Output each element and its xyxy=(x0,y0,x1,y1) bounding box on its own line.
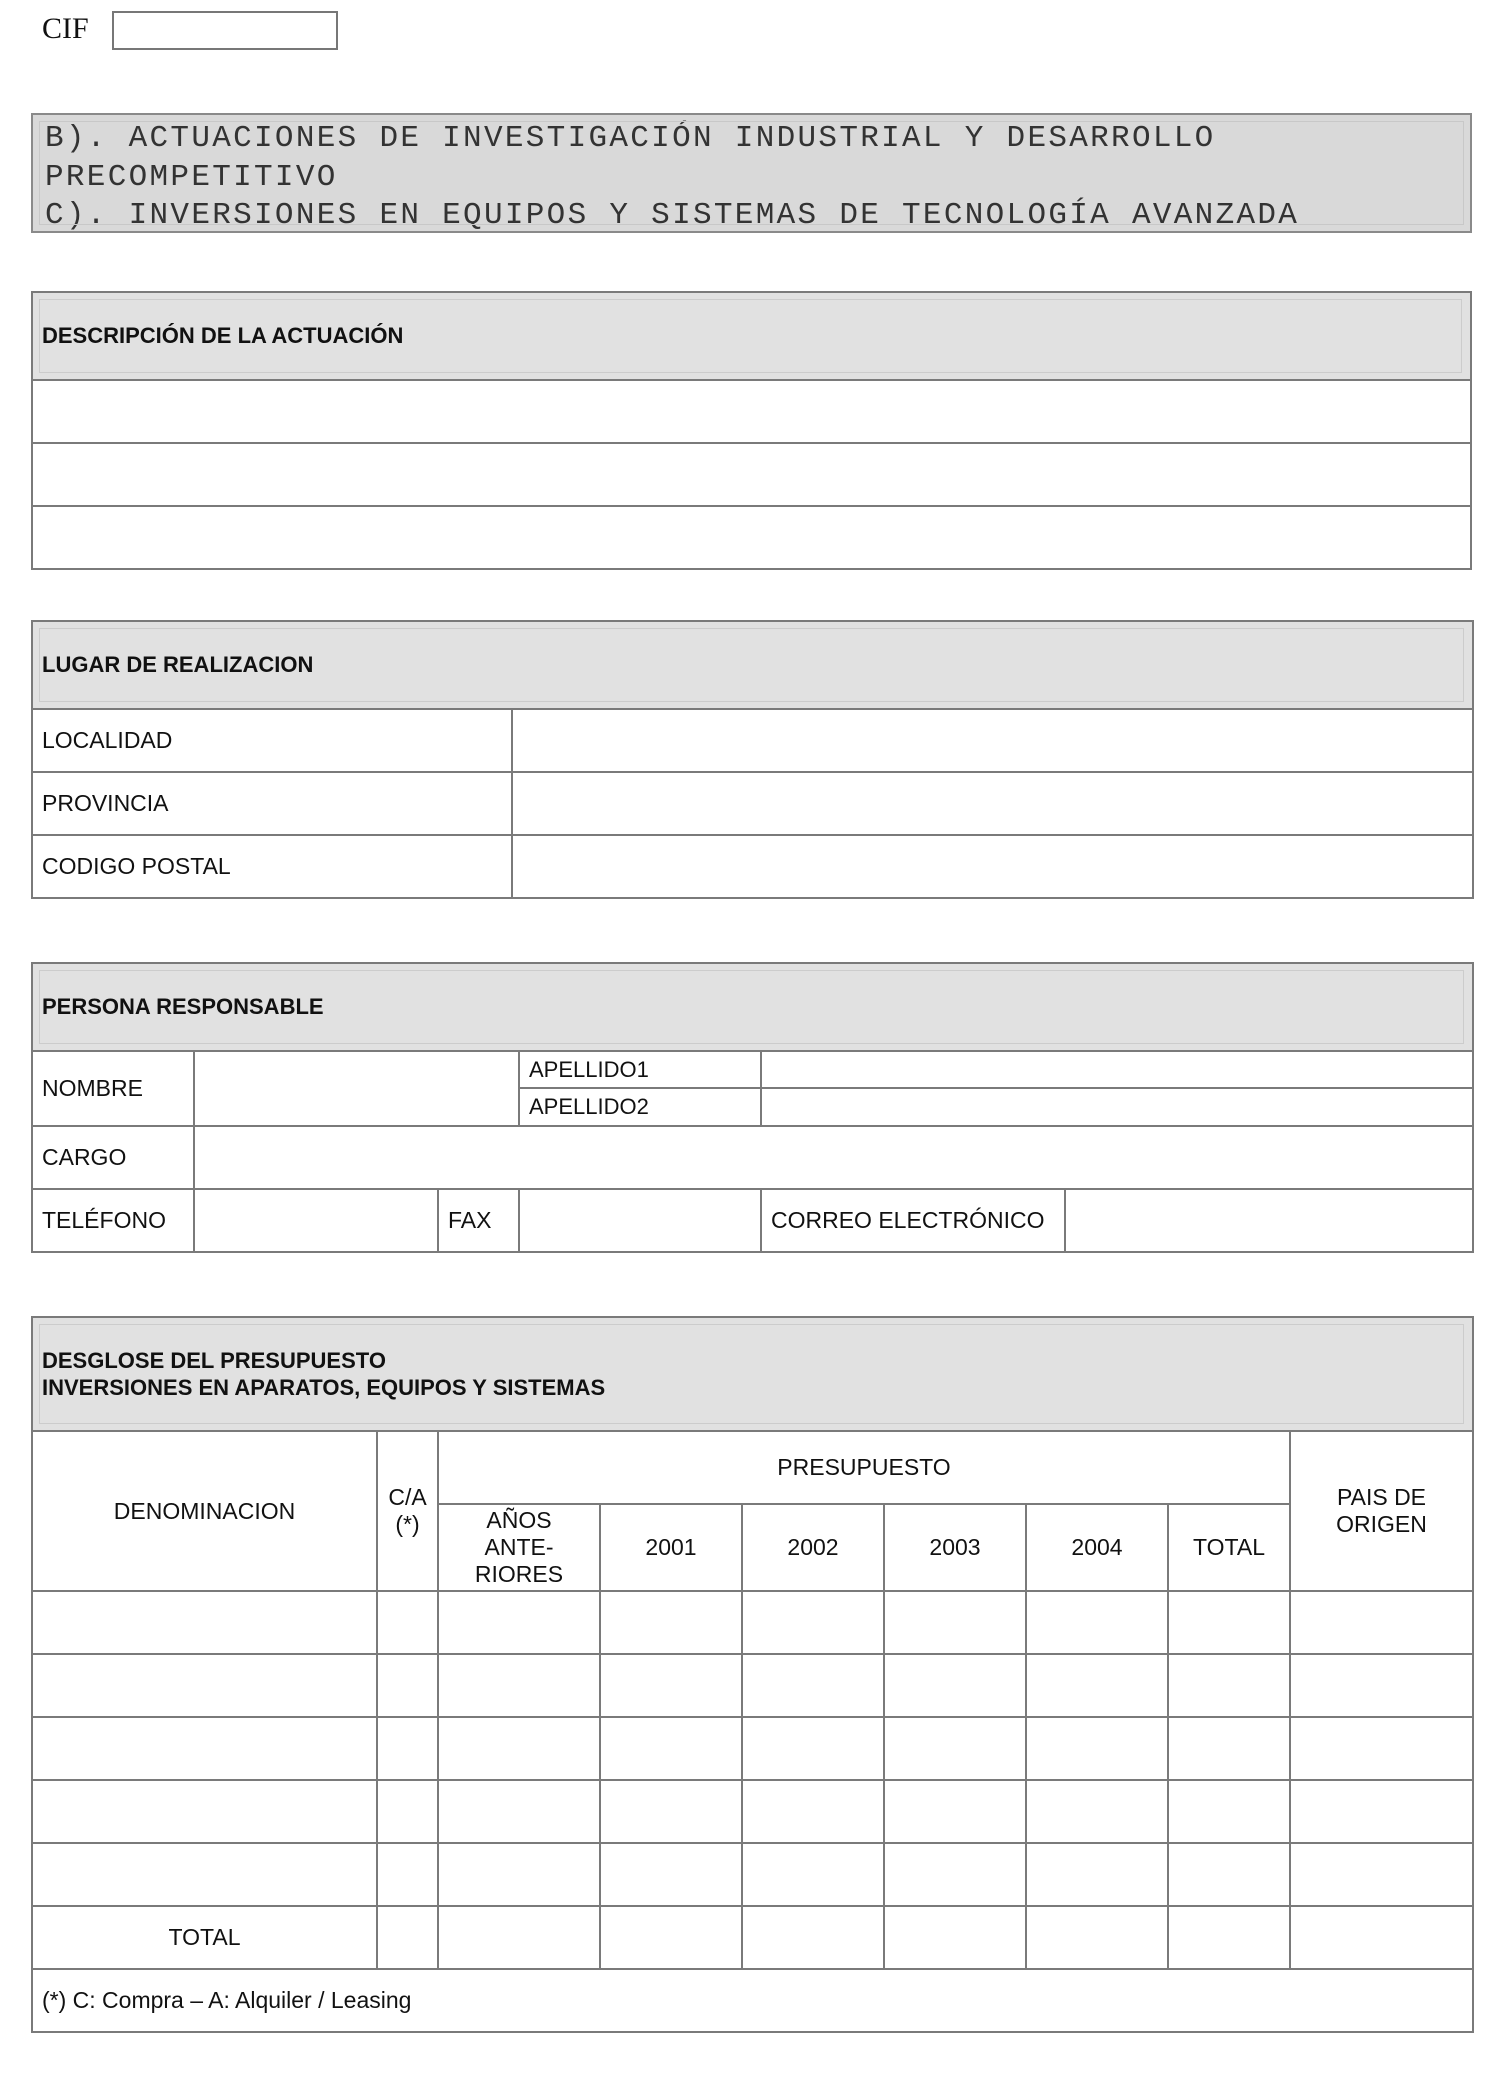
nombre-label: NOMBRE xyxy=(32,1051,194,1126)
budget-cell[interactable] xyxy=(1290,1717,1473,1780)
budget-cell[interactable] xyxy=(600,1591,742,1654)
col-2003: 2003 xyxy=(884,1504,1026,1591)
col-ca: C/A (*) xyxy=(377,1431,438,1591)
budget-cell[interactable] xyxy=(377,1717,438,1780)
col-denominacion: DENOMINACION xyxy=(32,1431,377,1591)
localidad-label: LOCALIDAD xyxy=(32,709,512,772)
title-line-b: B). ACTUACIONES DE INVESTIGACIÓN INDUSTRIAL Y DESARROLLO xyxy=(45,121,1216,156)
descripcion-table xyxy=(31,291,1472,570)
budget-cell[interactable] xyxy=(32,1843,377,1906)
budget-cell[interactable] xyxy=(1168,1717,1290,1780)
budget-cell[interactable] xyxy=(1026,1654,1168,1717)
cif-label: CIF xyxy=(42,12,89,45)
budget-cell[interactable] xyxy=(1290,1591,1473,1654)
budget-cell[interactable] xyxy=(32,1717,377,1780)
descripcion-line-3[interactable] xyxy=(32,506,1471,569)
descripcion-line-1[interactable] xyxy=(32,380,1471,443)
persona-header: PERSONA RESPONSABLE xyxy=(32,963,1473,1051)
col-2004: 2004 xyxy=(1026,1504,1168,1591)
persona-table xyxy=(31,962,1474,1253)
title-line-b-cont: PRECOMPETITIVO xyxy=(45,159,338,195)
apellido1-label: APELLIDO1 xyxy=(519,1051,761,1088)
presupuesto-header xyxy=(32,1317,1473,1431)
total-2003[interactable] xyxy=(884,1906,1026,1969)
col-presupuesto: PRESUPUESTO xyxy=(438,1431,1290,1504)
budget-rows xyxy=(32,1591,1473,1906)
provincia-label: PROVINCIA xyxy=(32,772,512,835)
budget-cell[interactable] xyxy=(1168,1654,1290,1717)
codigo-postal-field[interactable] xyxy=(512,835,1473,898)
telefono-label: TELÉFONO xyxy=(32,1189,194,1252)
budget-cell[interactable] xyxy=(1026,1717,1168,1780)
budget-cell[interactable] xyxy=(884,1591,1026,1654)
budget-cell[interactable] xyxy=(884,1717,1026,1780)
presupuesto-table xyxy=(31,1316,1474,2033)
budget-cell[interactable] xyxy=(600,1654,742,1717)
budget-cell[interactable] xyxy=(438,1654,600,1717)
total-2002[interactable] xyxy=(742,1906,884,1969)
descripcion-line-2[interactable] xyxy=(32,443,1471,506)
budget-cell[interactable] xyxy=(600,1780,742,1843)
budget-cell[interactable] xyxy=(32,1654,377,1717)
budget-cell[interactable] xyxy=(377,1780,438,1843)
total-row xyxy=(32,1906,1473,1969)
budget-cell[interactable] xyxy=(377,1591,438,1654)
budget-cell[interactable] xyxy=(600,1843,742,1906)
cargo-field[interactable] xyxy=(194,1126,1473,1189)
budget-cell[interactable] xyxy=(1026,1591,1168,1654)
presupuesto-header-line1: DESGLOSE DEL PRESUPUESTO xyxy=(42,1348,386,1373)
table-row xyxy=(32,1717,1473,1780)
budget-cell[interactable] xyxy=(742,1591,884,1654)
section-title-box xyxy=(31,113,1472,233)
col-2001: 2001 xyxy=(600,1504,742,1591)
budget-cell[interactable] xyxy=(438,1780,600,1843)
total-2001[interactable] xyxy=(600,1906,742,1969)
col-2002: 2002 xyxy=(742,1504,884,1591)
apellido1-field[interactable] xyxy=(761,1051,1473,1088)
presupuesto-header-line2: INVERSIONES EN APARATOS, EQUIPOS Y SISTEMAS xyxy=(42,1375,606,1400)
title-line-c: C). INVERSIONES EN EQUIPOS Y SISTEMAS DE TECNOLOGÍA AVANZADA xyxy=(45,198,1300,233)
budget-cell[interactable] xyxy=(438,1843,600,1906)
budget-cell[interactable] xyxy=(32,1780,377,1843)
budget-cell[interactable] xyxy=(377,1654,438,1717)
codigo-postal-label: CODIGO POSTAL xyxy=(32,835,512,898)
budget-cell[interactable] xyxy=(742,1717,884,1780)
budget-cell[interactable] xyxy=(742,1843,884,1906)
total-ca[interactable] xyxy=(377,1906,438,1969)
table-row xyxy=(32,1843,1473,1906)
cif-input[interactable] xyxy=(112,11,338,50)
budget-cell[interactable] xyxy=(742,1780,884,1843)
table-row xyxy=(32,1780,1473,1843)
budget-cell[interactable] xyxy=(1290,1843,1473,1906)
fax-field[interactable] xyxy=(519,1189,761,1252)
total-2004[interactable] xyxy=(1026,1906,1168,1969)
telefono-field[interactable] xyxy=(194,1189,438,1252)
budget-cell[interactable] xyxy=(884,1654,1026,1717)
localidad-field[interactable] xyxy=(512,709,1473,772)
table-row xyxy=(32,1591,1473,1654)
budget-cell[interactable] xyxy=(1290,1780,1473,1843)
nombre-field[interactable] xyxy=(194,1051,519,1126)
total-total[interactable] xyxy=(1168,1906,1290,1969)
apellido2-field[interactable] xyxy=(761,1088,1473,1126)
descripcion-header: DESCRIPCIÓN DE LA ACTUACIÓN xyxy=(32,292,1471,380)
correo-label: CORREO ELECTRÓNICO xyxy=(761,1189,1065,1252)
budget-cell[interactable] xyxy=(884,1843,1026,1906)
cargo-label: CARGO xyxy=(32,1126,194,1189)
col-anos-anteriores: AÑOS ANTE- RIORES xyxy=(438,1504,600,1591)
table-row xyxy=(32,1654,1473,1717)
budget-cell[interactable] xyxy=(1026,1843,1168,1906)
correo-field[interactable] xyxy=(1065,1189,1473,1252)
budget-cell[interactable] xyxy=(438,1591,600,1654)
budget-cell[interactable] xyxy=(1168,1780,1290,1843)
lugar-table xyxy=(31,620,1474,899)
provincia-field[interactable] xyxy=(512,772,1473,835)
budget-cell[interactable] xyxy=(884,1780,1026,1843)
col-pais-origen: PAIS DE ORIGEN xyxy=(1290,1431,1473,1591)
fax-label: FAX xyxy=(438,1189,519,1252)
total-row-label: TOTAL xyxy=(32,1906,377,1969)
apellido2-label: APELLIDO2 xyxy=(519,1088,761,1126)
budget-cell[interactable] xyxy=(377,1843,438,1906)
budget-cell[interactable] xyxy=(600,1717,742,1780)
total-pais[interactable] xyxy=(1290,1906,1473,1969)
budget-cell[interactable] xyxy=(1290,1654,1473,1717)
budget-cell[interactable] xyxy=(438,1717,600,1780)
col-total: TOTAL xyxy=(1168,1504,1290,1591)
budget-cell[interactable] xyxy=(742,1654,884,1717)
footnote: (*) C: Compra – A: Alquiler / Leasing xyxy=(32,1969,1473,2032)
budget-cell[interactable] xyxy=(1026,1780,1168,1843)
total-anos[interactable] xyxy=(438,1906,600,1969)
budget-cell[interactable] xyxy=(1168,1591,1290,1654)
budget-cell[interactable] xyxy=(32,1591,377,1654)
budget-cell[interactable] xyxy=(1168,1843,1290,1906)
lugar-header: LUGAR DE REALIZACION xyxy=(32,621,1473,709)
